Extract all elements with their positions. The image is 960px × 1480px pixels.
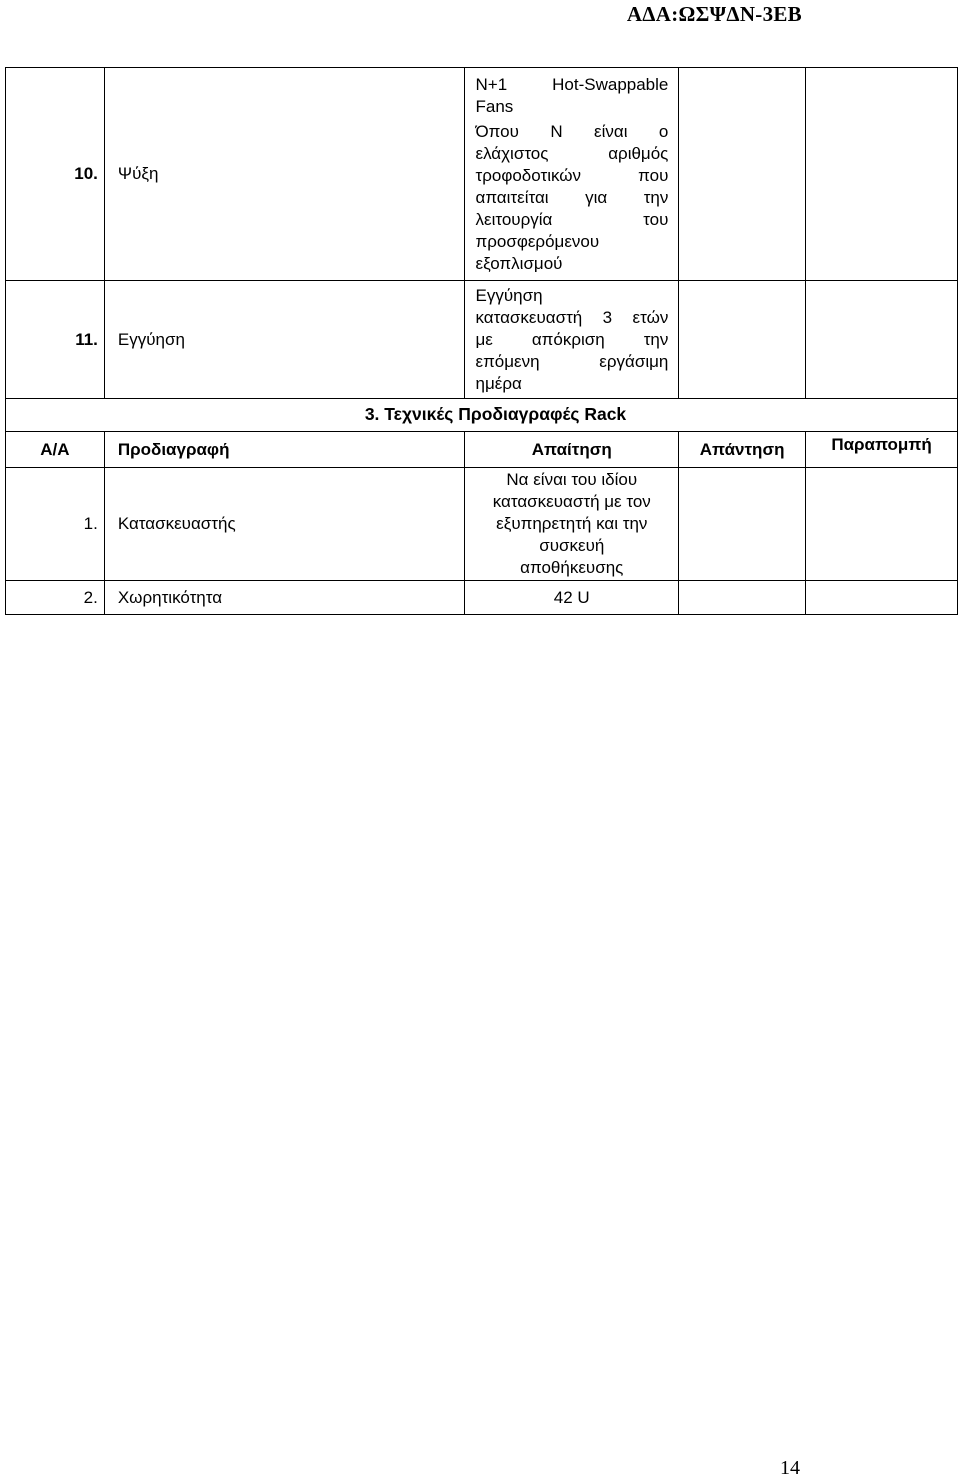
- requirement-cell: [465, 581, 679, 615]
- req-line: λειτουργία του: [475, 209, 669, 229]
- row-number: 11.: [6, 281, 105, 399]
- row-label: Εγγύηση: [104, 281, 465, 399]
- table-header-row: [6, 432, 958, 468]
- reference-cell[interactable]: [806, 281, 958, 399]
- req-line: ελάχιστος αριθμός: [475, 143, 669, 163]
- reference-cell[interactable]: [806, 581, 958, 615]
- cooling-warranty-table: [5, 67, 958, 399]
- row-number: 2.: [6, 581, 105, 615]
- req-line: Όπου Ν είναι ο: [475, 121, 669, 141]
- row-number: 1.: [6, 468, 105, 581]
- row-label: Κατασκευαστής: [104, 468, 465, 581]
- req-line: 42 U: [553, 587, 590, 607]
- table-row: [6, 68, 958, 281]
- header-reference: Παραπομπή: [806, 432, 958, 468]
- header-spec: Προδιαγραφή: [104, 432, 465, 468]
- header-requirement: Απαίτηση: [465, 432, 679, 468]
- req-line: N+1 Hot-Swappable: [475, 74, 669, 94]
- table-row: [6, 281, 958, 399]
- row-label: Χωρητικότητα: [104, 581, 465, 615]
- req-line: αποθήκευσης: [520, 558, 624, 577]
- answer-cell[interactable]: [679, 581, 806, 615]
- req-line: επόμενη εργάσιμη: [475, 351, 669, 371]
- requirement-cell: [465, 468, 679, 581]
- section-title: 3. Τεχνικές Προδιαγραφές Rack: [5, 398, 958, 431]
- req-line: κατασκευαστή 3 ετών: [475, 307, 669, 327]
- requirement-cell: [465, 68, 679, 281]
- header-aa: Α/Α: [6, 432, 105, 468]
- header-answer: Απάντηση: [679, 432, 806, 468]
- answer-cell[interactable]: [679, 468, 806, 581]
- req-line: ημέρα: [475, 373, 522, 393]
- req-line: συσκευή: [539, 536, 605, 555]
- reference-cell[interactable]: [806, 68, 958, 281]
- req-line: εξυπηρετητή και την: [496, 514, 648, 533]
- req-line: Fans: [475, 96, 514, 116]
- req-line: με απόκριση την: [475, 329, 669, 349]
- table-row: [6, 581, 958, 615]
- rack-specs-table: [5, 431, 958, 615]
- answer-cell[interactable]: [679, 281, 806, 399]
- req-line: προσφερόμενου: [475, 231, 600, 251]
- reference-cell[interactable]: [806, 468, 958, 581]
- req-line: απαιτείται για την: [475, 187, 669, 207]
- row-number: 10.: [6, 68, 105, 281]
- req-line: Να είναι του ιδίου: [506, 470, 638, 489]
- page-number: 14: [780, 1457, 800, 1479]
- req-line: κατασκευαστή με τον: [492, 492, 651, 511]
- row-label: Ψύξη: [104, 68, 465, 281]
- req-line: εξοπλισμού: [475, 253, 563, 273]
- table-row: [6, 468, 958, 581]
- req-line: Εγγύηση: [475, 285, 543, 305]
- req-line: τροφοδοτικών που: [475, 165, 669, 185]
- answer-cell[interactable]: [679, 68, 806, 281]
- ada-code: ΑΔΑ:ΩΣΨΔΝ-3ΕΒ: [626, 2, 802, 26]
- requirement-cell: [465, 281, 679, 399]
